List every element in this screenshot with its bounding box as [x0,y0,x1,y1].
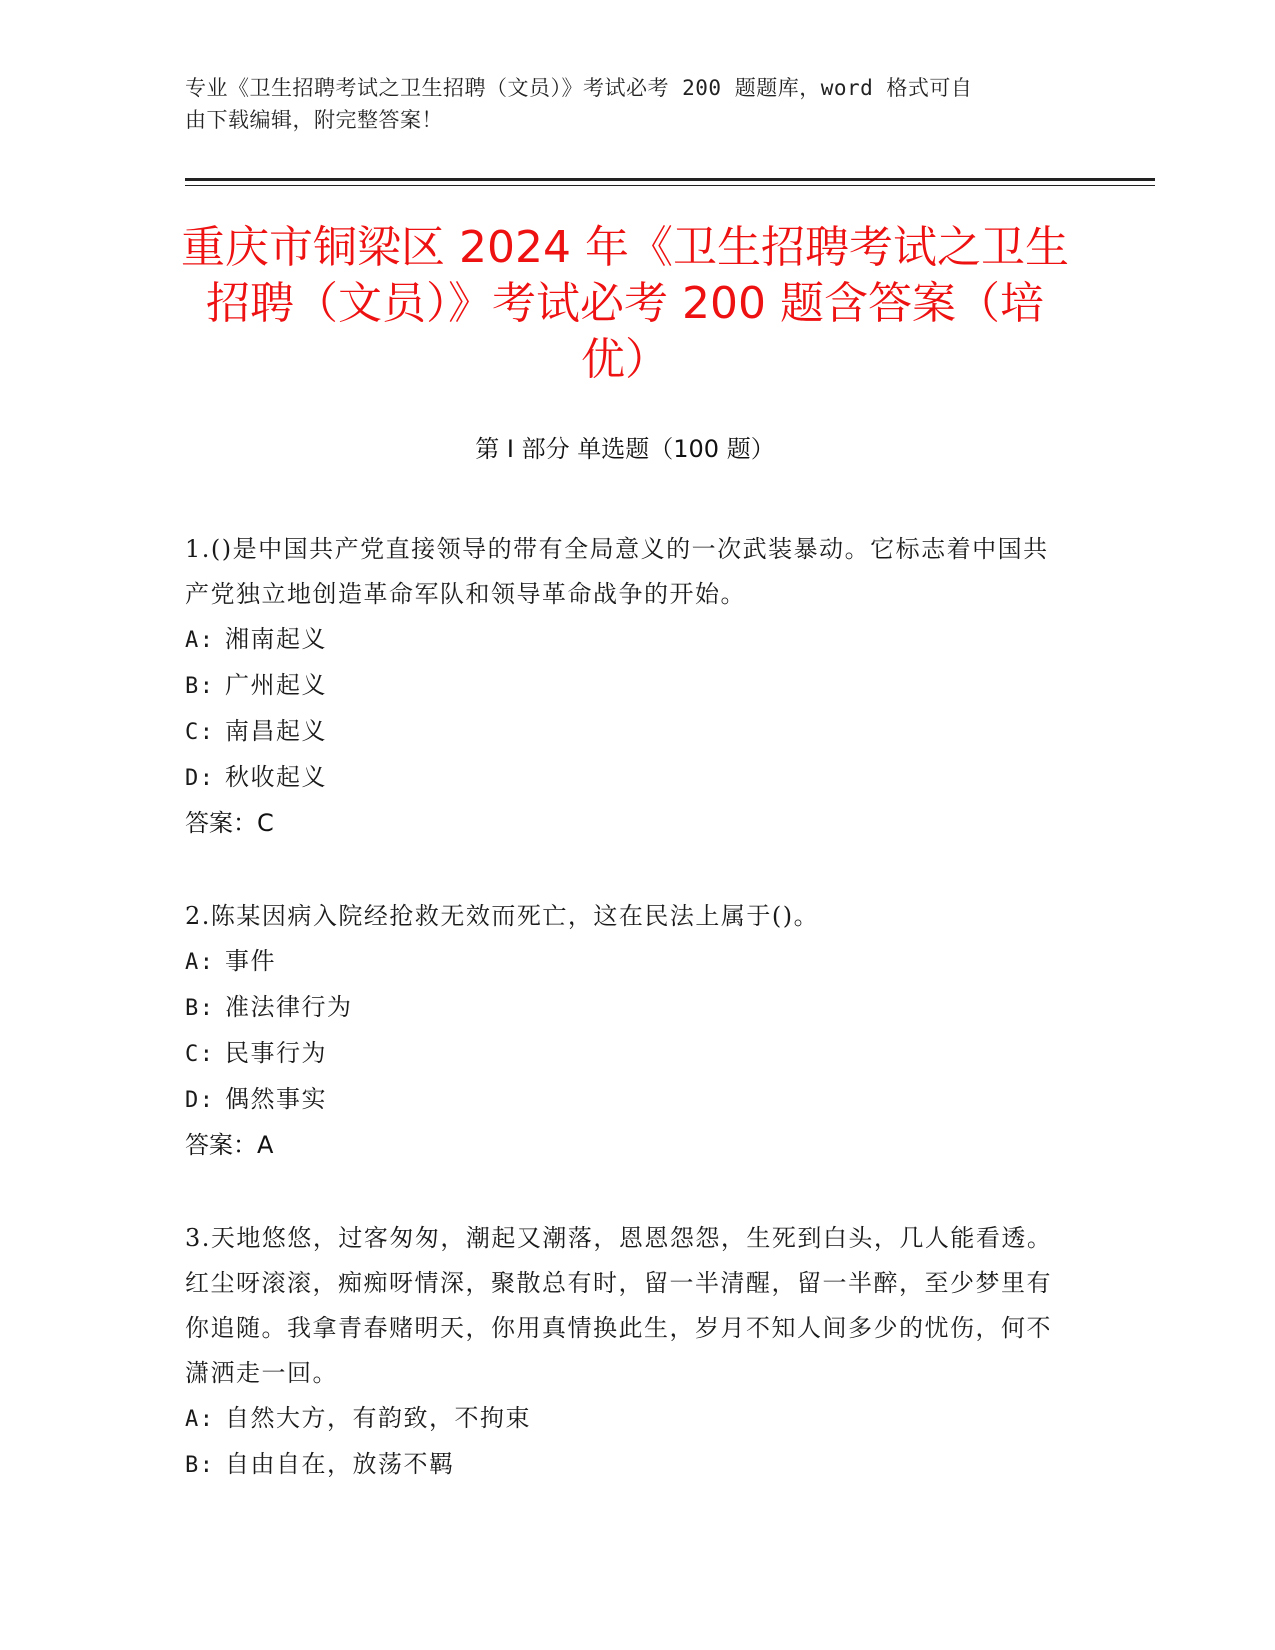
option-b [185,663,1065,709]
option-b [185,985,1065,1031]
header-rule-thick [185,178,1155,181]
option-letter: B: [185,674,215,699]
title-line-2: 招聘（文员）》考试必考 200 题含答案（培 [206,278,1044,329]
option-a [185,1396,1065,1442]
option-text: 湘南起义 [225,625,327,653]
option-letter: A: [185,950,215,975]
option-text: 自然大方，有韵致，不拘束 [225,1404,531,1432]
title-line-1: 重庆市铜梁区 2024 年《卫生招聘考试之卫生 [181,222,1069,273]
option-c [185,709,1065,755]
intro-line-1: 专业《卫生招聘考试之卫生招聘（文员）》考试必考 200 题题库，word 格式可自 [185,76,973,100]
option-letter: A: [185,1407,215,1432]
option-text: 准法律行为 [225,993,353,1021]
option-a [185,939,1065,985]
option-letter: C: [185,720,215,745]
question-stem: 1.()是中国共产党直接领导的带有全局意义的一次武装暴动。它标志着中国共产党独立地创造革命军队和领导革命战争的开始。 [185,535,1049,608]
answer-line: 答案：C [185,809,274,837]
option-d [185,1077,1065,1123]
option-letter: B: [185,1453,215,1478]
option-d [185,755,1065,801]
section-heading: 第 I 部分 单选题（100 题） [475,435,775,463]
option-text: 南昌起义 [225,717,327,745]
intro-text [185,72,1065,136]
option-text: 偶然事实 [225,1085,327,1113]
option-text: 自由自在，放荡不羁 [225,1450,455,1478]
question-stem: 2.陈某因病入院经抢救无效而死亡，这在民法上属于()。 [185,902,820,930]
question-3 [185,1216,1065,1488]
header-rule-thin [185,185,1155,186]
question-stem: 3.天地悠悠，过客匆匆，潮起又潮落，恩恩怨怨，生死到白头，几人能看透。红尘呀滚滚，痴痴呀情深，聚散总有时，留一半清醒，留一半醉，至少梦里有你追随。我拿青春赌明天，你用真情换此生，岁月不知人间多少的忧伤，何不潇洒走一回。 [185,1224,1053,1387]
question-1 [185,527,1065,846]
option-text: 民事行为 [225,1039,327,1067]
title-line-3: 优） [581,334,669,385]
option-b [185,1442,1065,1488]
answer-line: 答案：A [185,1131,274,1159]
option-letter: A: [185,628,215,653]
intro-line-2: 由下载编辑，附完整答案！ [185,108,443,132]
option-letter: B: [185,996,215,1021]
option-letter: D: [185,766,215,791]
option-letter: D: [185,1088,215,1113]
option-c [185,1031,1065,1077]
option-a [185,617,1065,663]
option-letter: C: [185,1042,215,1067]
option-text: 广州起义 [225,671,327,699]
question-list [185,527,1065,1536]
question-2 [185,894,1065,1168]
document-title [175,220,1075,388]
option-text: 事件 [225,947,276,975]
option-text: 秋收起义 [225,763,327,791]
